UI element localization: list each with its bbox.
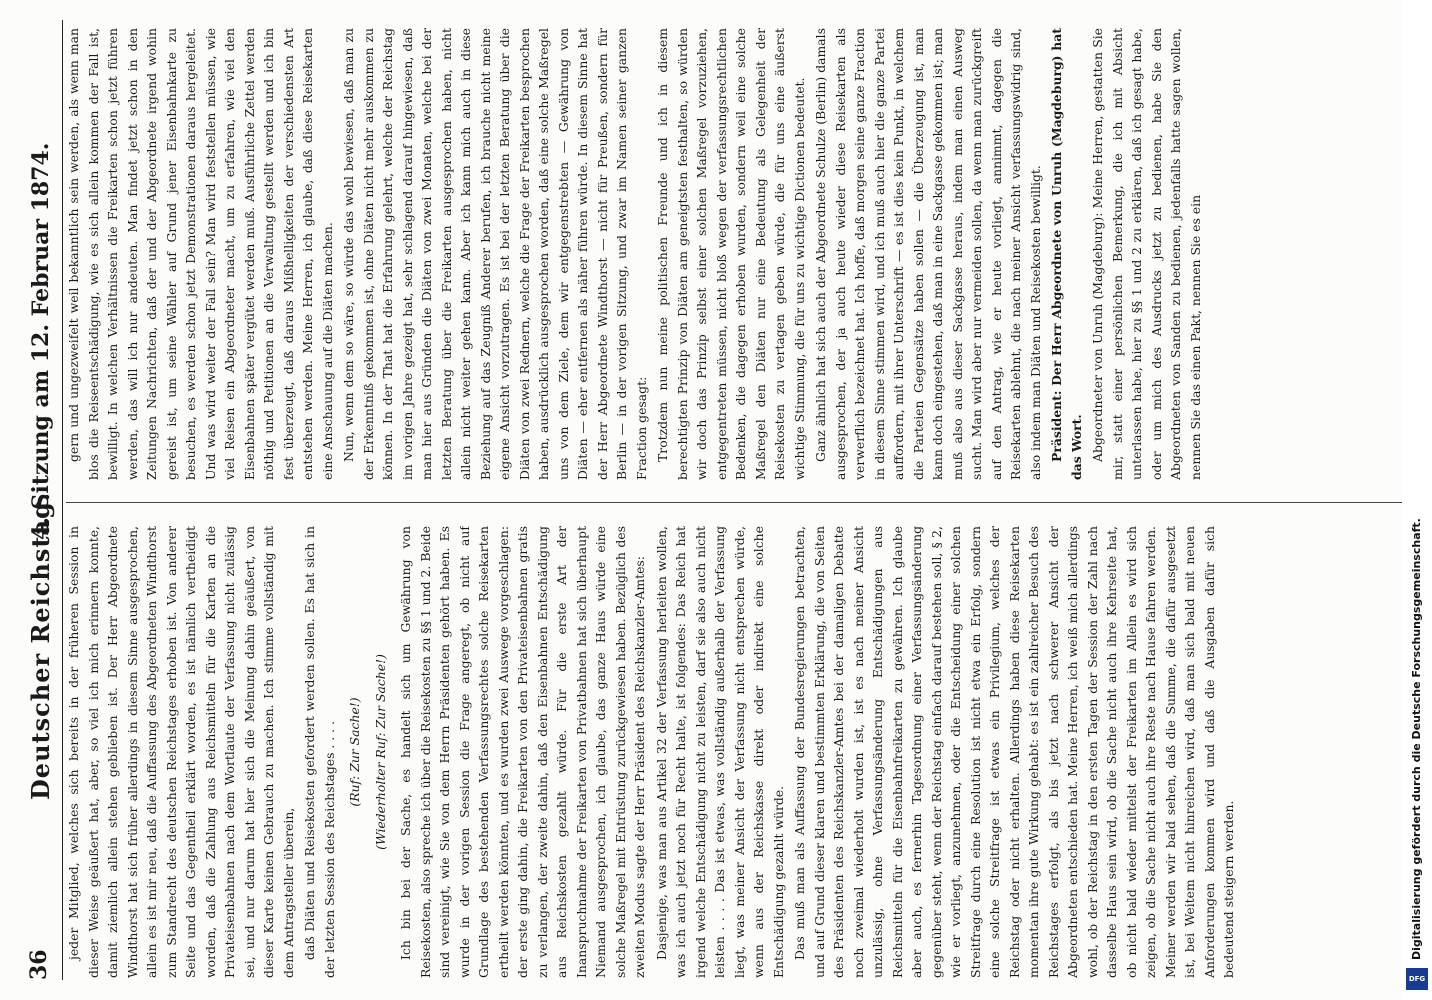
paragraph: Abgeordneter von Unruh (Magdeburg): Meine Herren, gestatten Sie mir, statt einer persönlichen Bemerkung, die ich mit Absicht unterlassen habe, hier zu §§ 1 und 2 zu erklären, daß ich gesagt habe, oder um mich des Ausdrucks jetzt zu bedienen, habe Sie den Abgeordneten von Sanden zu bedienen, jedenfalls hatte sagen wollen, nennen Sie das einen Pakt, nennen Sie es ein — [1090, 28, 1203, 480]
session-date: 4. Sitzung am 12. Februar 1874. — [28, 142, 54, 540]
paragraph: Nun, wenn dem so wäre, so würde das wohl bewiesen, daß man zu der Erkenntniß gekommen ist, ohne Diäten nicht mehr auskommen zu können. In der That hat die Erfahrung gelehrt, welche der Reichstag im vorigen Jahre gezeigt hat, sehr schlagend darauf hingewiesen, daß man hier aus Gründen die Diäten von zwei Monaten, welche bei der letzten Beratung über die Freikarten ausgesprochen haben, nicht allein nicht weiter gehen kann. Aber ich kann mich auch in diese Beziehung auf das Zeugniß Anderer berufen, ich brauche nicht meine eigene Ansicht vorzutragen. Es ist bei der letzten Beratung über die Diäten von zwei Rednern, welche die Frage der Freikarten besprochen haben, ausdrücklich ausgesprochen worden, daß eine solche Maßregel uns von dem Ziele, dem wir entgegenstrebten — Gewährung von Diäten — eher entfernen als näher führen würde. In diesem Sinne hat der Herr Abgeordnete Windthorst — nicht für Preußen, sondern für Berlin — in der vorigen Sitzung, und zwar im Namen seiner ganzen Fraction gesagt: — [341, 28, 649, 480]
right-column — [64, 28, 1419, 480]
interjection: (Ruf: Zur Sache!) — [347, 697, 362, 807]
digitization-sidebar — [1402, 0, 1432, 1000]
column-divider — [66, 502, 1416, 503]
interjection: (Wiederholter Ruf: Zur Sache!) — [372, 654, 388, 850]
paragraph: Das muß man als Auffassung der Bundesregierungen betrachten, und auf Grund dieser klaren und bestimmten Erklärung, die von Seiten des Präsidenten des Reichskanzler-Amtes bei der damaligen Debatte noch zweimal wiederholt wurden ist, ist es nach meiner Ansicht unzulässig, ohne Verfassungsänderung Entschädigungen aus Reichsmitteln für die Eisenbahnfreikarten zu gewähren. Ich glaube aber auch, es fernerhin Tagesordnung einer Verfassungsänderung gegenüber steht, wenn der Reichstag einfach darauf bestehen soll, § 2, wie er vorliegt, anzunehmen, oder die Entscheidung einer solchen Streitfrage durch eine Resolution ist nicht etwa ein Erfolg, sondern eine solche Streitfrage ist etwas ein Privilegium, welches der Reichstag oder nicht erhalten. Allerdings haben diese Reisekarten momentan ihre gute Wirkung gehabt: es ist ein zahlreicher Besuch des Reichstages erfolgt, als bis jetzt nach schwerer Ansicht der Abgeordneten entschieden hat. Meine Herren, ich weiß mich allerdings wohl, ob der Reichstag in den ersten Tagen der Session der Zahl nach dasselbe Haus sein wird, ob die Sache nicht auch ihre Kehrseite hat, ob nicht bald wieder mittelst der Freikarten im Allein es wird sich zeigen, ob die Sache nicht auch ihre Reste nach Hause fahren werden. Meiner werden wir bald sehen, daß die Summe, die dafür ausgesetzt ist, bei Weitem nicht hinreichen wird, daß man sich bald mit neuen Anforderungen kommen wird und daß die Ausgaben dafür sich bedeutend steigern werden. — [792, 526, 1236, 978]
dfg-logo-icon: DFG — [1406, 968, 1428, 990]
paragraph: jeder Mitglied, welches sich bereits in der früheren Session in dieser Weise geäußert hat, aber, so viel ich mich erinnern konnte, damit ziemlich allein stehen geblieben ist. Der Herr Abgeordnete Windthorst hat sich früher allerdings in diesem Sinne ausgesprochen, allein es ist mir neu, daß die Auffassung des Abgeordneten Windthorst zum Standrecht des deutschen Reichstages erhoben ist. Von anderer Seite und das Gegentheil erklärt worden, es ist nämlich vertheidigt worden, daß die Zahlung aus Reichsmitteln für die Karten an die Privateisenbahnen nach dem Wortlaute der Verfassung nicht zulässig sei, und nur darum hat hier sich die Meinung dahin geäußert, von dieser Karte keinen Gebrauch zu machen. Ich stimme vollständig mit dem Antragsteller überein, — [66, 526, 296, 978]
paragraph: daß Diäten und Reisekosten gefordert werden sollen. Es hat sich in der letzten Session des Reichstages . . . . — [302, 526, 337, 978]
page-header — [8, 20, 68, 980]
quoted-paragraph: Trotzdem nun meine politischen Freunde und ich in diesem berechtigten Prinzip von Diäten am geneigtsten festhalten, so würden wir doch das Prinzip selbst einer solchen Maßregel vorzuziehen, entgegentreten müssen, nicht bloß wegen der verfassungsrechtlichen Bedenken, die dagegen erhoben wurden, sondern weil eine solche Maßregel den Diäten nur eine Bedeutung als Gelegenheit der Reisekosten zu vertagen geben würde, die für uns eine äußerst wichtige Stimmung, die für uns zu wichtige Dictionen bedeutet. — [655, 28, 807, 480]
paragraph: Ganz ähnlich hat sich auch der Abgeordnete Schulze (Berlin) damals ausgesprochen, der ja auch heute wieder diese Reisekarten als verwerflich bezeichnet hat. Ich hoffe, daß morgen seine ganze Fraction in diesem Sinne stimmen wird, und ich muß auch hier die ganze Partei auffordern, mit ihrer Unterschrift — es ist dies kein Punkt, in welchem die Parteien Gegensätze haben sollen — die Überzeugung ist, man kann doch eingestehen, daß man in eine Sackgasse gekommen ist; man muß also aus dieser Sackgasse heraus, indem man einen Ausweg sucht. Man wird aber nur vermeiden sollen, da wenn man zurückgreift auf den Antrag, wie er heute vorliegt, annimmt, dagegen die Reisekarten ablehnt, die nach meiner Ansicht verfassungswidrig sind, also indem man Diäten und Reisekosten bewilligt. — [813, 28, 1043, 480]
funding-notice: Digitalisierung gefördert durch die Deutsche Forschungsgemeinschaft. — [1410, 518, 1423, 960]
paragraph: gern und ungezweifelt weil bekanntlich sein werden, als wenn man blos die Reiseentschädigung, wie es sich allein kommen der Fall ist, bewilligt. In welchen Verhältnissen die Freikarten schon jetzt führen werden, das will ich nur andeuten. Man findet jetzt schon in den Zeitungen Nachrichten, daß der und der Abgeordnete irgend wohin gereist ist, um seine Wähler auf Grund jener Eisenbahnkarte zu besuchen, es werden schon jetzt Demonstrationen daraus hergeleitet. Und was wird weiter der Fall sein? Man wird feststellen müssen, wie viel Reisen ein Abgeordneter macht, um zu erfahren, wie viel den Eisenbahnen später vergütet werden muß. Ausführliche Zettel werden nöthig und Petitionen an die Verwaltung gestellt werden und ich bin fest überzeugt, daß daraus Mißhelligkeiten der verschiedensten Art entstehen werden. Meine Herren, ich glaube, daß diese Reisekarten eine Anschauung auf die Diäten machen. — [66, 28, 335, 480]
header-rule — [62, 20, 63, 980]
speaker-paragraph: Präsident: Der Herr Abgeordnete von Unruh (Magdeburg) hat das Wort. — [1049, 28, 1084, 480]
paragraph: Ich bin bei der Sache, es handelt sich um Gewährung von Reisekosten, also spreche ich über die Reisekosten zu §§ 1 und 2. Beide sind vereinigt, wie Sie von dem Herrn Präsidenten gehört haben. Es wurde in der vorigen Session die Frage angeregt, ob nicht auf Grundlage des bestehenden Verfassungsrechtes solche Reisekarten ertheilt werden könnten, und es wurden zwei Auswege vorgeschlagen: der erste ging dahin, die Freikarten von den Privateisenbahnen gratis zu verlangen, der zweite dahin, daß den Eisenbahnen Entschädigung aus Reichskosten gezahlt würde. Für die erste Art der Inanspruchnahme der Freikarten von Privatbahnen hat sich überhaupt Niemand ausgesprochen, ich glaube, das ganze Haus würde eine solche Maßregel mit Entrüstung zurückgewiesen haben. Bezüglich des zweiten Modus sagte der Herr Präsident des Reichskanzler-Amtes: — [398, 526, 647, 978]
page-title: Deutscher Reichstag. — [26, 491, 55, 800]
quoted-paragraph: Dasjenige, was man aus Artikel 32 der Verfassung herleiten wollen, was ich auch jetzt noch für Recht halte, ist folgendes: Das Reich hat irgend welche Entschädigung nicht zu leisten, darf sie also auch nicht leisten . . . . Das ist etwas, was vollständig außerhalb der Verfassung liegt, was meiner Ansicht der Verfassung nicht entsprechen würde, wenn aus der Reichskasse direkt oder indirekt eine solche Entschädigung gezahlt würde. — [653, 526, 786, 978]
left-column — [64, 526, 1419, 978]
page-number: 36 — [26, 949, 52, 980]
